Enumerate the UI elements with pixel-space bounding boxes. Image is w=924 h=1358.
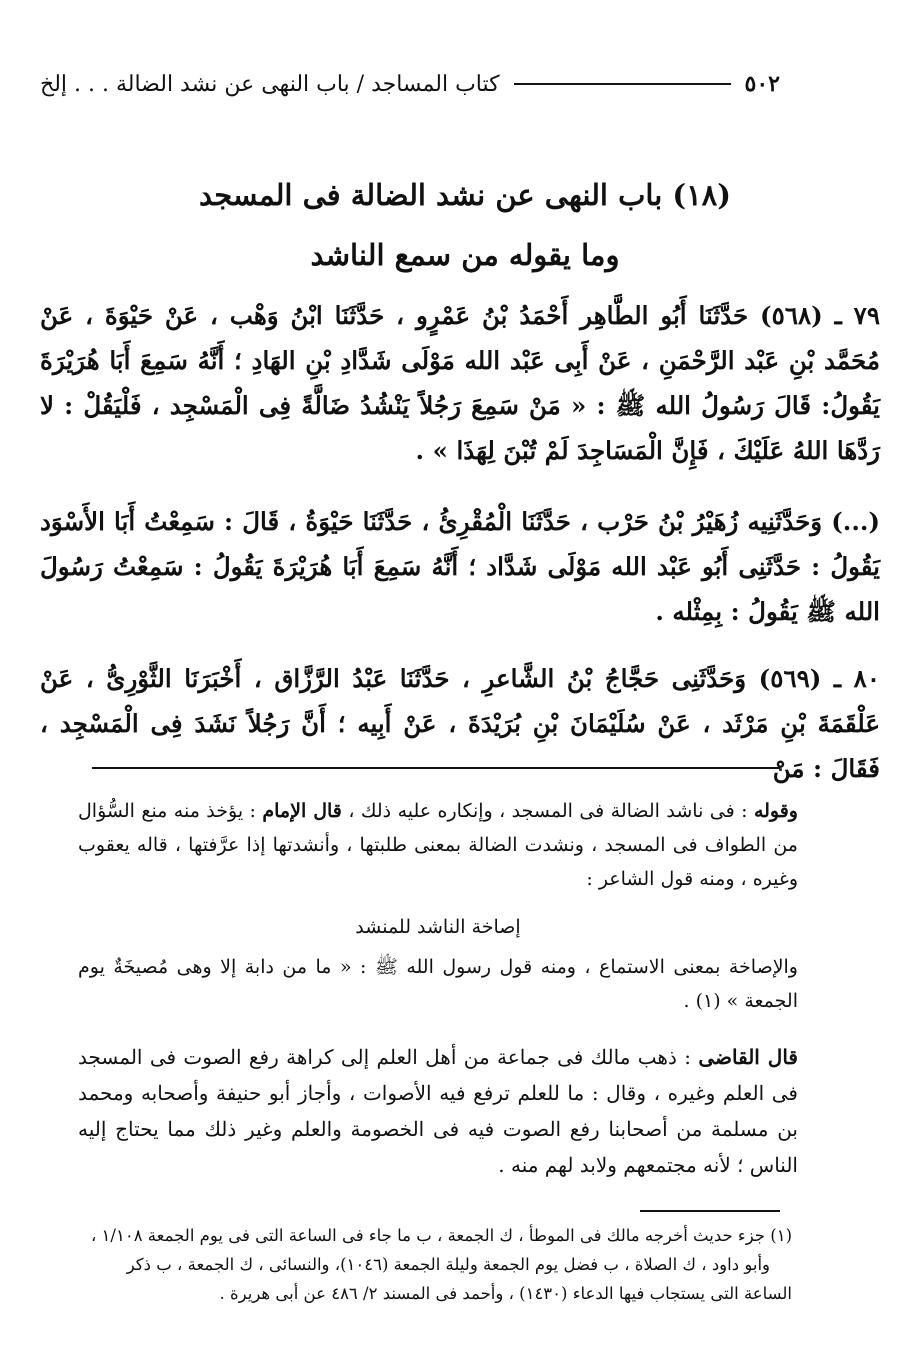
hadith-80: ٨٠ ـ (٥٦٩) وَحَدَّثَنِى حَجَّاجُ بْنُ الشَّاعرِ ، حَدَّثَنَا عَبْدُ الرَّزَّاق ، أَخْبَرَنَا الثَّوْرِىُّ ، عَنْ عَلْقَمَةَ بْنِ مَرْثَد ، عَنْ سُلَيْمَانَ بْنِ بُرَيْدَةَ ، عَنْ أَبِيه ؛ أَنَّ رَجُلاً نَشَدَ فِى الْمَسْجِد ، فَقَالَ : مَنْ	[40, 664, 880, 783]
commentary-paragraph-3	[78, 1040, 798, 1184]
footnote-line: (١) جزء حديث أخرجه مالك فى الموطأ ، ك الجمعة ، ب ما جاء فى الساعة التى فى يوم الجمعة ١/١٠٨ ،	[90, 1226, 792, 1245]
footnote-rule	[640, 1210, 780, 1212]
commentary-paragraph-1	[78, 794, 798, 896]
chapter-title: (١٨) باب النهى عن نشد الضالة فى المسجد	[199, 178, 731, 212]
footnote-line: الساعة التى يستجاب فيها الدعاء (١٤٣٠) ، وأحمد فى المسند ٢/ ٤٨٦ عن أبى هريرة .	[219, 1284, 792, 1303]
commentary-text: : ذهب مالك فى جماعة من أهل العلم إلى كراهة رفع الصوت فى المسجد فى العلم وغيره ، وقال : ما للعلم ترفع فيه الأصوات ، وأجاز أبو حنيفة وأصحابه ومحمد بن مسلمة من أصحابنا رفع الصوت فيه فى الخصومة والعلم وغير ذلك مما يحتاج إليه الناس ؛ لأنه مجتمعهم ولابد لهم منه .	[78, 1045, 798, 1177]
imam-label: قال الإمام	[262, 800, 342, 822]
running-title: كتاب المساجد / باب النهى عن نشد الضالة . . . إلخ	[40, 71, 500, 97]
footnote-line: وأبو داود ، ك الصلاة ، ب فضل يوم الجمعة وليلة الجمعة (١٠٤٦)، والنسائى ، ك الجمعة ، ب ذكر	[126, 1255, 770, 1274]
commentary-lead: وقوله	[753, 800, 798, 822]
qadi-label: قال القاضى	[698, 1045, 798, 1069]
running-header	[40, 68, 780, 100]
chapter-subtitle: وما يقوله من سمع الناشد	[310, 238, 620, 272]
section-separator	[92, 767, 780, 769]
header-rule	[514, 83, 731, 85]
poetry-verse: إصاخة الناشد للمنشد	[355, 916, 521, 938]
footnotes	[80, 1221, 792, 1308]
page-number: ٥٠٢	[744, 71, 780, 97]
hadith-79-variant: (...) وَحَدَّثَنِيه زُهَيْرُ بْنُ حَرْب ، حَدَّثَنَا الْمُقْرِئُ ، حَدَّثَنَا حَيْوَةُ ، قَالَ : سَمِعْتُ أَبَا الأَسْوَد يَقُولُ : حَدَّثَنِى أَبُو عَبْد الله مَوْلَى شَدَّاد ؛ أَنَّهُ سَمِعَ أَبَا هُرَيْرَةَ يَقُولُ : سَمِعْتُ رَسُولَ الله ﷺ يَقُولُ : بِمِثْله .	[40, 507, 880, 626]
commentary-paragraph-2: والإصاخة بمعنى الاستماع ، ومنه قول رسول الله ﷺ : « ما من دابة إلا وهى مُصيخَةٌ يوم الجمعة » (١) .	[78, 956, 798, 1012]
commentary-text: : يؤخذ منه منع السُّؤال من الطواف فى المسجد ، ونشدت الضالة بمعنى طلبتها ، وأنشدتها إذا عرَّفتها ، قاله يعقوب وغيره ، ومنه قول الشاعر :	[78, 800, 798, 890]
commentary-text: : فى ناشد الضالة فى المسجد ، وإنكاره عليه ذلك ،	[348, 800, 748, 822]
hadith-79: ٧٩ ـ (٥٦٨) حَدَّثَنَا أَبُو الطَّاهِر أَحْمَدُ بْنُ عَمْرٍو ، حَدَّثَنَا ابْنُ وَهْب ، عَنْ حَيْوَةَ ، عَنْ مُحَمَّد بْنِ عَبْد الرَّحْمَنِ ، عَنْ أَبِى عَبْد الله مَوْلَى شَدَّادِ بْنِ الهَادِ ؛ أَنَّهُ سَمِعَ أَبَا هُرَيْرَةَ يَقُولُ: قَالَ رَسُولُ الله ﷺ : « مَنْ سَمِعَ رَجُلاً يَنْشُدُ ضَالَّةً فِى الْمَسْجِد ، فَلْيَقُلْ : لا رَدَّهَا اللهُ عَلَيْكَ ، فَإِنَّ الْمَسَاجِدَ لَمْ تُبْنَ لِهَذَا » .	[40, 301, 880, 465]
